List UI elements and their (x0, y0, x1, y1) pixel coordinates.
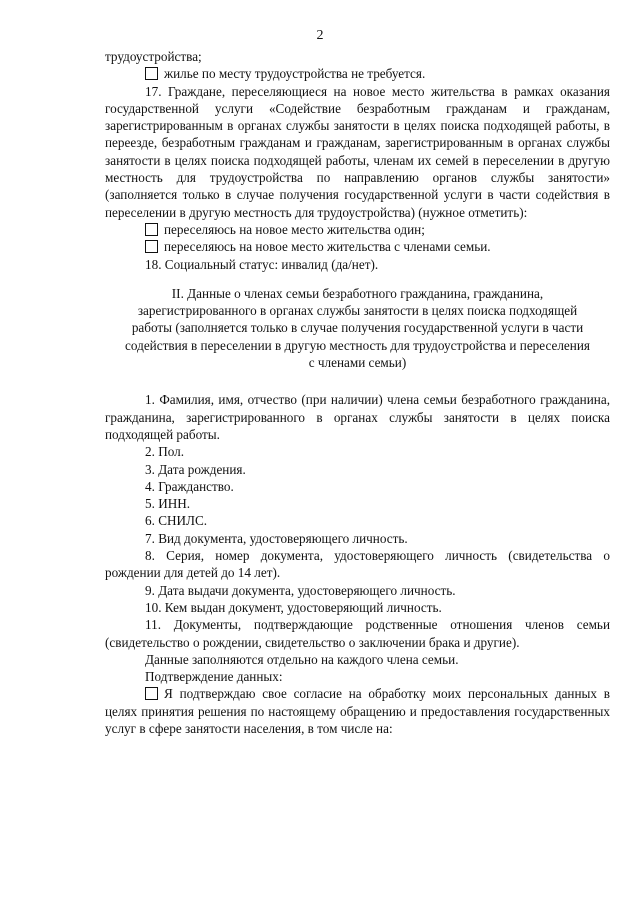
item-17: 17. Граждане, переселяющиеся на новое место жительства в рамках оказания государственной услуги «Содействие безработным гражданам и гражданам, зарегистрированным в органах службы занятости в целях поиска подходящей работы, в переезде, безработным гражданам и гражданам, зарегистрированным в органах службы занятости в целях поиска подходящей работы, членам их семей в переселении в другую местность для трудоустройства по направлению органов службы занятости» (заполняется только в случае получения государственной услуги в части содействия в переселении в другую местность для трудоустройства) (нужное отметить): (105, 83, 610, 220)
consent-paragraph (105, 685, 610, 737)
confirmation-heading: Подтверждение данных: (145, 669, 283, 685)
family-item-6: 6. СНИЛС. (145, 513, 208, 529)
checkbox-relocate-family[interactable] (145, 240, 158, 253)
family-item-4: 4. Гражданство. (145, 478, 234, 494)
family-item-9: 9. Дата выдачи документа, удостоверяющего личность. (145, 582, 456, 598)
document-body (105, 48, 610, 737)
consent-text: Я подтверждаю свое согласие на обработку моих персональных данных в целях принятия решения по настоящему обращению и предоставления государственных услуг в сфере занятости населения, в том числе на: (105, 686, 610, 736)
page-number: 2 (316, 28, 324, 43)
checkbox-consent[interactable] (145, 687, 158, 700)
family-item-1: 1. Фамилия, имя, отчество (при наличии) члена семьи безработного гражданина, гражданина, зарегистрированного в органах службы занятости в целях поиска подходящей работы. (105, 392, 610, 442)
paragraph-continuation: трудоустройства; (105, 49, 202, 64)
checkbox-no-housing[interactable] (145, 67, 158, 80)
family-item-7: 7. Вид документа, удостоверяющего личность. (145, 530, 408, 546)
family-item-5: 5. ИНН. (145, 496, 191, 512)
section-2-title: II. Данные о членах семьи безработного гражданина, гражданина, зарегистрированного в органах службы занятости в целях поиска подходящей работы (заполняется только в случае получения государственной услуги в части содействия в переселении в другую местность для трудоустройства и переселения с членами семьи) (125, 285, 590, 371)
checkbox-label-family: переселяюсь на новое место жительства с членами семьи. (164, 239, 491, 255)
family-item-2: 2. Пол. (145, 444, 185, 460)
checkbox-line-family (105, 238, 610, 255)
family-item-8: 8. Серия, номер документа, удостоверяющего личность (свидетельства о рождении для детей до 14 лет). (105, 548, 610, 581)
family-item-11: 11. Документы, подтверждающие родственные отношения членов семьи (свидетельство о рождении, свидетельство о заключении брака и другие). (105, 617, 610, 650)
family-item-10: 10. Кем выдан документ, удостоверяющий личность. (145, 599, 442, 615)
checkbox-line-no-housing (105, 65, 610, 82)
family-item-3: 3. Дата рождения. (145, 461, 246, 477)
checkbox-relocate-alone[interactable] (145, 223, 158, 236)
checkbox-label-alone: переселяюсь на новое место жительства один; (164, 221, 425, 237)
checkbox-line-alone (105, 221, 610, 238)
checkbox-label-no-housing: жилье по месту трудоустройства не требуется. (164, 66, 426, 82)
item-18: 18. Социальный статус: инвалид (да/нет). (145, 256, 379, 272)
family-note: Данные заполняются отдельно на каждого члена семьи. (145, 651, 459, 667)
